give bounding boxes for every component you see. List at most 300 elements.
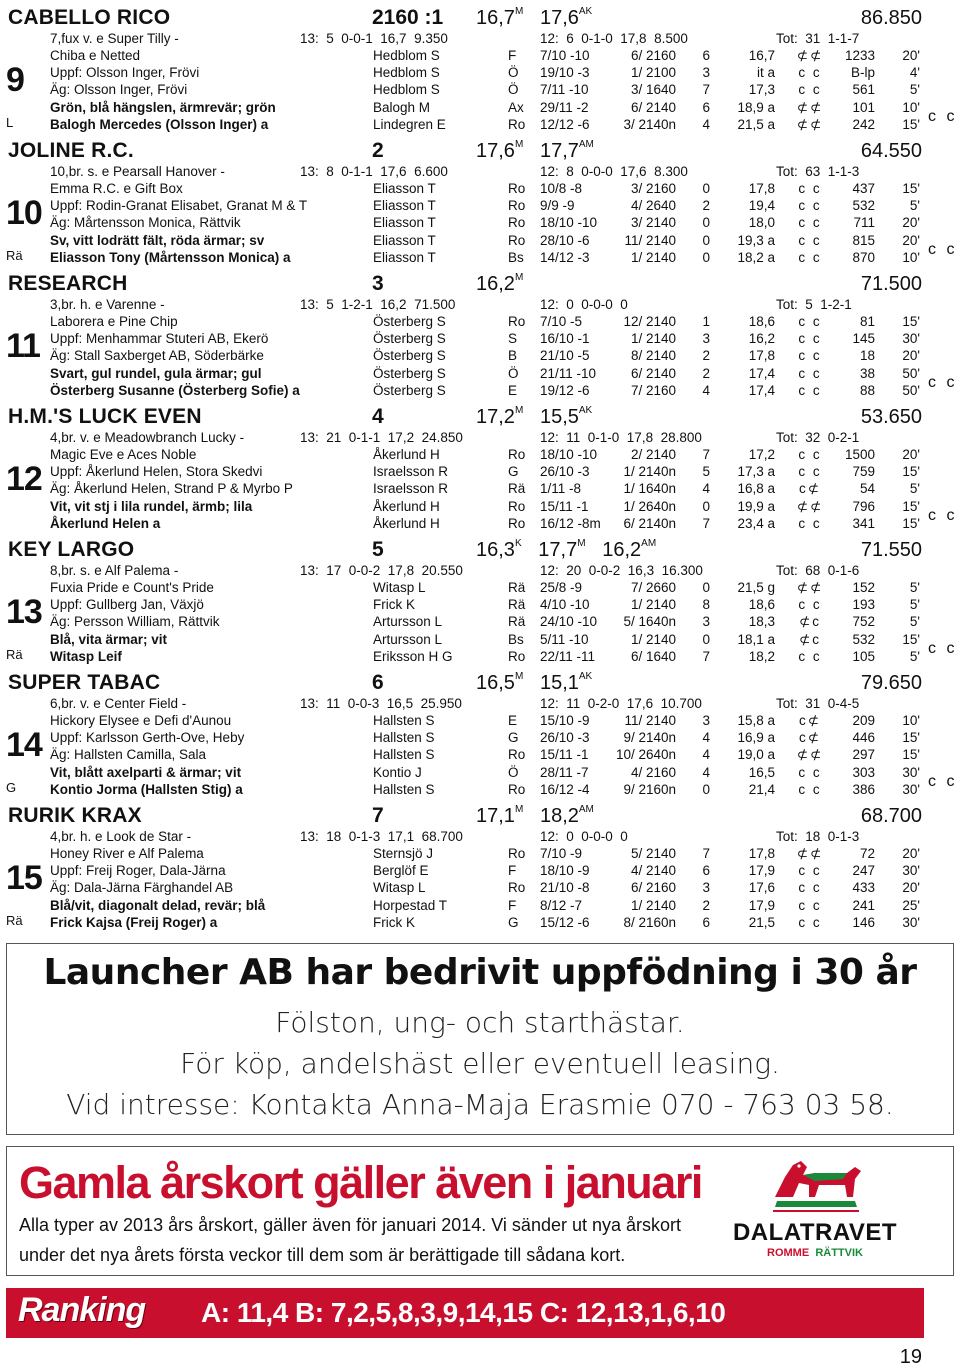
cell-time: 21,4 — [748, 781, 775, 797]
cell-pos: 0 — [702, 781, 710, 797]
cell-track: Rä — [508, 614, 526, 630]
race-row — [0, 614, 960, 631]
cell-odds: c c — [798, 249, 822, 265]
stat-cell: 12: 0 0-0-0 0 — [540, 829, 628, 844]
cell-pos: 2 — [702, 897, 710, 913]
horse-stats — [0, 164, 960, 181]
cell-driver: Eriksson H G — [373, 648, 453, 664]
logo-subtitle: ROMME RÄTTVIK — [767, 1247, 863, 1259]
cell-time: it a — [756, 65, 775, 81]
odds-marker: c c — [928, 108, 958, 125]
cell-odds: c c — [798, 232, 822, 248]
cell-track: F — [508, 863, 517, 879]
cell-info: Äg: Mårtensson Monica, Rättvik — [50, 215, 241, 231]
cell-driver: Sternsjö J — [373, 846, 434, 861]
cell-pos: 6 — [702, 99, 710, 115]
cell-race: 6/ 2160 — [630, 48, 676, 63]
cell-val: 341 — [852, 515, 875, 531]
cell-info: Vit, blått axelparti & ärmar; vit — [50, 764, 242, 780]
cell-time: 16,8 a — [737, 481, 775, 497]
cell-driver: Israelsson R — [373, 481, 449, 497]
cell-info: Balogh Mercedes (Olsson Inger) a — [50, 116, 269, 132]
cell-odds: c c — [798, 65, 822, 81]
stat-cell: 13: 17 0-0-2 17,8 20.550 — [300, 563, 463, 578]
stat-cell: 12: 11 0-2-0 17,6 10.700 — [540, 696, 702, 711]
cell-time: 17,9 — [748, 863, 775, 879]
cell-time: 19,9 a — [737, 498, 775, 514]
ad-title: Launcher AB har bedrivit uppfödning i 30 år — [43, 952, 917, 993]
stat-cell: Tot: 5 1-2-1 — [776, 297, 852, 312]
cell-val: 796 — [852, 498, 875, 514]
cell-info: Honey River e Alf Palema — [50, 846, 204, 861]
cell-odds: c c — [798, 781, 822, 797]
horse-stats — [0, 430, 960, 447]
cell-date: 7/10 -10 — [540, 48, 590, 63]
cell-val: 18 — [859, 348, 875, 364]
cell-driver: Österberg S — [373, 314, 446, 329]
cell-pos: 4 — [702, 481, 710, 497]
cell-pos: 7 — [702, 648, 710, 664]
cell-date: 24/10 -10 — [540, 614, 598, 630]
cell-val: 870 — [852, 249, 875, 265]
cell-val: 54 — [859, 481, 875, 497]
cell-track: E — [508, 713, 518, 728]
cell-race: 4/ 2640 — [630, 198, 676, 214]
ranking-label: Ranking — [18, 1291, 146, 1329]
stat-cell: 12: 6 0-1-0 17,8 8.500 — [540, 31, 688, 46]
cell-info: Österberg Susanne (Österberg Sofie) a — [50, 382, 300, 398]
cell-track: Bs — [508, 249, 524, 265]
cell-val: 303 — [852, 764, 875, 780]
cell-track: F — [508, 897, 517, 913]
cell-odds: c c — [798, 447, 822, 462]
horse-records: $16,5^M$ $15,1^{AK}$ — [476, 671, 593, 694]
cell-pos: 6 — [702, 48, 710, 63]
cell-race: 3/ 2160 — [630, 181, 676, 196]
cell-date: 4/10 -10 — [540, 597, 590, 613]
cell-date: 15/11 -1 — [540, 747, 589, 763]
cell-track: Ro — [508, 215, 526, 231]
cell-prz: 5' — [909, 580, 920, 595]
cell-odds: c c — [798, 331, 822, 347]
horse-entry — [0, 4, 960, 137]
cell-prz: 50' — [902, 365, 920, 381]
cell-track: G — [508, 914, 519, 930]
cell-odds: ⊄c — [798, 614, 822, 630]
cell-date: 12/12 -6 — [540, 116, 590, 132]
cell-time: 16,9 a — [737, 730, 775, 746]
cell-odds: c c — [798, 515, 822, 531]
cell-val: 242 — [852, 116, 875, 132]
start-track: 6 — [372, 671, 384, 694]
cell-race: 2/ 2140 — [630, 447, 676, 462]
cell-date: 21/10 -8 — [540, 880, 590, 896]
logo-name: DALATRAVET — [732, 1219, 898, 1246]
cell-pos: 8 — [702, 597, 710, 613]
ranking-bar — [6, 1288, 924, 1338]
cell-track: Ö — [508, 764, 519, 780]
cell-race: 5/ 2140 — [630, 846, 676, 861]
stat-cell: Tot: 18 0-1-3 — [776, 829, 860, 844]
cell-prz: 20' — [902, 232, 920, 248]
cell-info: Uppf: Åkerlund Helen, Stora Skedvi — [50, 464, 263, 480]
cell-val: 711 — [853, 215, 875, 231]
cell-info: Uppf: Gullberg Jan, Växjö — [50, 597, 204, 613]
cell-date: 1/11 -8 — [540, 481, 582, 497]
cell-track: Ro — [508, 232, 526, 248]
cell-driver: Eliasson T — [373, 198, 436, 214]
race-row — [0, 464, 960, 481]
cell-driver: Österberg S — [373, 348, 446, 364]
cell-pos: 3 — [702, 65, 710, 81]
cell-date: 21/10 -5 — [540, 348, 590, 364]
cell-driver: Artursson L — [373, 631, 443, 647]
cell-prz: 10' — [902, 249, 920, 265]
race-row — [0, 348, 960, 365]
start-track: 2160 :1 — [372, 6, 444, 29]
stat-cell: 12: 11 0-1-0 17,8 28.800 — [540, 430, 702, 445]
cell-odds: ⊄⊄ — [796, 48, 824, 63]
cell-val: 759 — [852, 464, 875, 480]
cell-val: 815 — [852, 232, 875, 248]
cell-prz: 30' — [902, 764, 920, 780]
cell-info: Kontio Jorma (Hallsten Stig) a — [50, 781, 243, 797]
cell-odds: c⊄ — [798, 713, 822, 728]
horse-records: $17,1^M$ $18,2^{AM}$ — [476, 804, 594, 827]
cell-info: Äg: Åkerlund Helen, Strand P & Myrbo P — [50, 481, 293, 497]
cell-prz: 20' — [902, 348, 920, 364]
cell-val: 81 — [859, 314, 875, 329]
cell-track: Rä — [508, 481, 526, 497]
cell-pos: 4 — [702, 764, 710, 780]
cell-track: Ro — [508, 181, 526, 196]
stat-cell: 4,br. v. e Meadowbranch Lucky - — [50, 430, 245, 445]
cell-date: 5/11 -10 — [540, 631, 589, 647]
cell-pos: 4 — [702, 747, 710, 763]
cell-info: Laborera e Pine Chip — [50, 314, 178, 329]
cell-odds: c⊄ — [798, 730, 822, 746]
horse-name: KEY LARGO — [8, 538, 135, 561]
cell-val: B-lp — [850, 65, 875, 81]
race-row — [0, 516, 960, 533]
cell-race: 1/ 2140n — [623, 464, 676, 480]
cell-info: Svart, gul rundel, gula ärmar; gul — [50, 365, 262, 381]
cell-info: Chiba e Netted — [50, 48, 141, 63]
cell-info: Äg: Olsson Inger, Frövi — [50, 82, 188, 98]
cell-info: Grön, blå hängslen, ärmrevär; grön — [50, 99, 276, 115]
race-history — [0, 314, 960, 400]
cell-pos: 0 — [702, 631, 710, 647]
race-row — [0, 65, 960, 82]
cell-odds: c c — [798, 82, 822, 98]
horse-name: SUPER TABAC — [8, 671, 161, 694]
cell-driver: Witasp L — [373, 580, 426, 595]
cell-val: 72 — [859, 846, 875, 861]
cell-driver: Åkerlund H — [373, 447, 440, 462]
cell-race: 7/ 2160 — [630, 382, 676, 398]
cell-time: 18,9 a — [737, 99, 775, 115]
cell-track: Ax — [508, 99, 524, 115]
stat-cell: 13: 5 1-2-1 16,2 71.500 — [300, 297, 456, 312]
cell-prz: 30' — [902, 863, 920, 879]
cell-odds: c c — [798, 215, 822, 231]
cell-track: E — [508, 382, 518, 398]
start-number: 13 — [6, 593, 42, 631]
cell-time: 17,9 — [748, 897, 775, 913]
cell-odds: c c — [798, 314, 822, 329]
race-row — [0, 730, 960, 747]
cell-date: 18/10 -10 — [540, 215, 598, 231]
cell-time: 17,6 — [748, 880, 775, 896]
shoe-code: L — [6, 115, 14, 130]
cell-val: 145 — [852, 331, 875, 347]
cell-pos: 0 — [702, 249, 710, 265]
start-track: 2 — [372, 139, 384, 162]
cell-driver: Hedblom S — [373, 48, 440, 63]
race-row — [0, 649, 960, 666]
cell-driver: Hedblom S — [373, 82, 440, 98]
cell-prz: 20' — [902, 215, 920, 231]
cell-odds: c c — [798, 597, 822, 613]
cell-race: 6/ 1640 — [630, 648, 676, 664]
race-row — [0, 383, 960, 400]
cell-driver: Frick K — [373, 597, 415, 613]
cell-info: Hickory Elysee e Defi d'Aunou — [50, 713, 232, 728]
race-row — [0, 915, 960, 932]
cell-race: 3/ 2140n — [623, 116, 676, 132]
cell-time: 18,3 — [748, 614, 775, 630]
cell-race: 3/ 1640 — [630, 82, 676, 98]
cell-driver: Lindegren E — [373, 116, 446, 132]
cell-pos: 4 — [702, 382, 710, 398]
cell-driver: Eliasson T — [373, 249, 436, 265]
horse-records: $17,6^M$ $17,7^{AM}$ — [476, 139, 594, 162]
cell-race: 6/ 2140n — [623, 515, 676, 531]
race-history — [0, 447, 960, 533]
cell-prz: 5' — [909, 597, 920, 613]
cell-val: 209 — [852, 713, 875, 728]
race-row — [0, 198, 960, 215]
cell-time: 18,1 a — [737, 631, 775, 647]
race-history — [0, 181, 960, 267]
horse-entry — [0, 137, 960, 270]
cell-val: 88 — [859, 382, 875, 398]
cell-prz: 20' — [902, 846, 920, 861]
cell-info: Emma R.C. e Gift Box — [50, 181, 183, 196]
ad-line: Fölston, ung- och starthästar. — [275, 1006, 685, 1039]
cell-time: 21,5 a — [737, 116, 775, 132]
cell-driver: Eliasson T — [373, 181, 436, 196]
cell-race: 1/ 2140 — [630, 897, 676, 913]
cell-time: 17,3 — [748, 82, 775, 98]
cell-odds: c c — [798, 198, 822, 214]
cell-info: Eliasson Tony (Mårtensson Monica) a — [50, 249, 291, 265]
cell-pos: 0 — [702, 580, 710, 595]
cell-val: 386 — [852, 781, 875, 797]
cell-val: 241 — [852, 897, 875, 913]
race-row — [0, 100, 960, 117]
cell-date: 18/10 -9 — [540, 863, 590, 879]
cell-odds: c c — [798, 648, 822, 664]
cell-val: 38 — [859, 365, 875, 381]
cell-race: 6/ 2140 — [630, 365, 676, 381]
cell-prz: 5' — [909, 614, 920, 630]
cell-prz: 15' — [902, 498, 920, 514]
cell-driver: Eliasson T — [373, 232, 436, 248]
cell-race: 11/ 2140 — [624, 713, 676, 728]
cell-race: 1/ 2140 — [630, 249, 676, 265]
cell-track: Ro — [508, 747, 526, 763]
horse-entry — [0, 802, 960, 935]
race-row — [0, 880, 960, 897]
stat-cell: Tot: 32 0-2-1 — [776, 430, 860, 445]
cell-time: 21,5 — [748, 914, 775, 930]
cell-date: 29/11 -2 — [540, 99, 589, 115]
cell-date: 16/10 -1 — [540, 331, 590, 347]
cell-date: 26/10 -3 — [540, 730, 590, 746]
horse-name: JOLINE R.C. — [8, 139, 134, 162]
horse-earnings: 79.650 — [860, 672, 922, 694]
cell-date: 15/11 -1 — [540, 498, 589, 514]
horse-stats — [0, 696, 960, 713]
cell-race: 4/ 2160 — [630, 764, 676, 780]
cell-info: Witasp Leif — [50, 648, 122, 664]
race-history — [0, 580, 960, 666]
cell-date: 19/12 -6 — [540, 382, 590, 398]
shoe-code: G — [6, 780, 17, 795]
cell-val: 446 — [852, 730, 875, 746]
cell-prz: 15' — [902, 314, 920, 329]
dala-horse-icon — [715, 1157, 915, 1219]
cell-pos: 7 — [702, 515, 710, 531]
cell-prz: 50' — [902, 382, 920, 398]
cell-prz: 15' — [902, 515, 920, 531]
cell-info: Äg: Persson William, Rättvik — [50, 614, 220, 630]
cell-prz: 5' — [909, 82, 920, 98]
cell-odds: c c — [798, 764, 822, 780]
cell-date: 21/11 -10 — [540, 365, 597, 381]
cell-time: 17,2 — [748, 447, 775, 462]
horse-stats — [0, 31, 960, 48]
cell-val: 752 — [852, 614, 875, 630]
cell-prz: 20' — [902, 48, 920, 63]
cell-odds: ⊄⊄ — [796, 846, 824, 861]
cell-track: B — [508, 348, 518, 364]
cell-track: Ö — [508, 82, 519, 98]
cell-time: 18,6 — [748, 597, 775, 613]
race-row — [0, 481, 960, 498]
cell-odds: ⊄⊄ — [796, 580, 824, 595]
cell-driver: Israelsson R — [373, 464, 449, 480]
cell-pos: 5 — [702, 464, 710, 480]
ranking-values: A: 11,4 B: 7,2,5,8,3,9,14,15 C: 12,13,1,6,10 — [201, 1297, 726, 1328]
cell-pos: 3 — [702, 614, 710, 630]
cell-track: Ö — [508, 365, 519, 381]
cell-pos: 0 — [702, 215, 710, 231]
cell-odds: c c — [798, 880, 822, 896]
horse-name: RURIK KRAX — [8, 804, 142, 827]
horse-stats — [0, 297, 960, 314]
launcher-advertisement — [6, 943, 954, 1135]
stat-cell: 4,br. h. e Look de Star - — [50, 829, 192, 844]
cell-race: 6/ 2140 — [630, 99, 676, 115]
cell-time: 17,3 a — [737, 464, 775, 480]
horse-name: H.M.'S LUCK EVEN — [8, 405, 202, 428]
cell-time: 19,3 a — [737, 232, 775, 248]
cell-odds: c c — [798, 914, 822, 930]
cell-driver: Berglöf E — [373, 863, 429, 879]
cell-race: 5/ 1640n — [623, 614, 676, 630]
horse-name: RESEARCH — [8, 272, 128, 295]
cell-date: 25/8 -9 — [540, 580, 583, 595]
cell-time: 18,2 — [748, 648, 775, 664]
race-row — [0, 48, 960, 65]
cell-race: 9/ 2160n — [623, 781, 676, 797]
cell-track: F — [508, 48, 517, 63]
cell-time: 17,4 — [748, 382, 775, 398]
cell-pos: 2 — [702, 348, 710, 364]
stat-cell: 6,br. v. e Center Field - — [50, 696, 187, 711]
cell-prz: 15' — [902, 747, 920, 763]
cell-date: 7/11 -10 — [540, 82, 589, 98]
stat-cell: 10,br. s. e Pearsall Hanover - — [50, 164, 225, 179]
stat-cell: Tot: 31 1-1-7 — [776, 31, 860, 46]
cell-race: 7/ 2660 — [630, 580, 676, 595]
cell-prz: 4' — [909, 65, 920, 81]
horse-earnings: 68.700 — [860, 805, 922, 827]
cell-time: 15,8 a — [737, 713, 775, 728]
race-row — [0, 447, 960, 464]
cell-prz: 30' — [902, 331, 920, 347]
horse-list — [0, 4, 960, 935]
horse-earnings: 71.550 — [860, 539, 922, 561]
cell-date: 8/12 -7 — [540, 897, 583, 913]
shoe-code: Rä — [6, 647, 23, 662]
ad-line: För köp, andelshäst eller eventuell leasing. — [180, 1047, 780, 1080]
cell-date: 16/12 -4 — [540, 781, 590, 797]
cell-track: Ro — [508, 198, 526, 214]
cell-race: 8/ 2160n — [623, 914, 676, 930]
cell-prz: 15' — [902, 631, 920, 647]
cell-driver: Hallsten S — [373, 713, 435, 728]
stat-cell: 8,br. s. e Alf Palema - — [50, 563, 179, 578]
shoe-code: Rä — [6, 913, 23, 928]
horse-entry — [0, 669, 960, 802]
cell-race: 1/ 2140 — [630, 631, 676, 647]
shoe-code: Rä — [6, 248, 23, 263]
cell-race: 1/ 2100 — [630, 65, 676, 81]
cell-time: 17,8 — [748, 846, 775, 861]
cell-driver: Witasp L — [373, 880, 426, 896]
start-number: 10 — [6, 194, 42, 232]
cell-val: 193 — [852, 597, 875, 613]
cell-info: Fuxia Pride e Count's Pride — [50, 580, 214, 595]
cell-prz: 10' — [902, 99, 920, 115]
cell-prz: 5' — [909, 648, 920, 664]
cell-odds: c c — [798, 464, 822, 480]
start-number: 14 — [6, 726, 42, 764]
cell-date: 9/9 -9 — [540, 198, 575, 214]
cell-odds: ⊄⊄ — [796, 498, 824, 514]
stat-cell: Tot: 63 1-1-3 — [776, 164, 860, 179]
stat-cell: 13: 5 0-0-1 16,7 9.350 — [300, 31, 448, 46]
cell-info: Sv, vitt lodrätt fält, röda ärmar; sv — [50, 232, 265, 248]
cell-date: 15/12 -6 — [540, 914, 590, 930]
cell-track: Ro — [508, 498, 526, 514]
cell-date: 7/10 -5 — [540, 314, 583, 329]
cell-prz: 15' — [902, 116, 920, 132]
cell-pos: 2 — [702, 198, 710, 214]
